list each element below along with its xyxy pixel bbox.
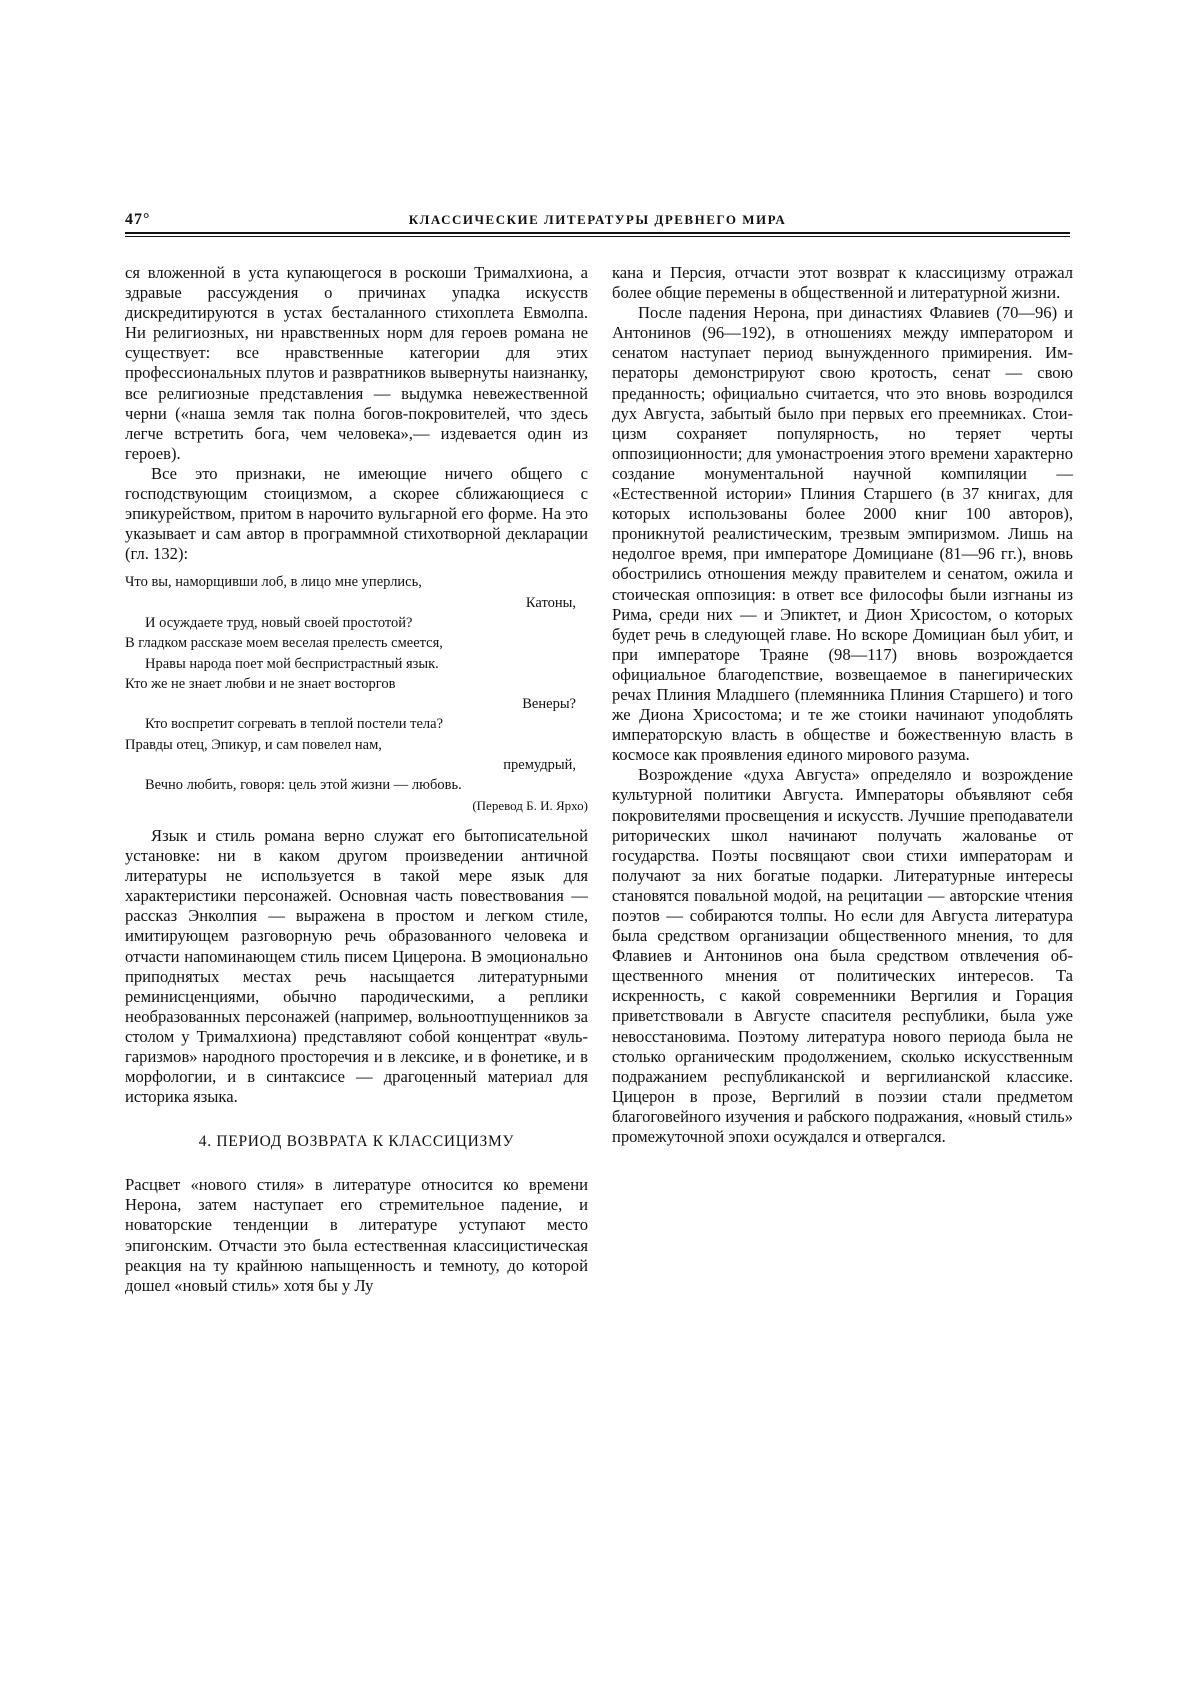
poem-line: Вечно любить, говоря: цель этой жизни — любовь.	[145, 777, 462, 794]
poem-line: Что вы, наморщивши лоб, в лицо мне уперлись,	[125, 574, 422, 591]
right-column	[612, 263, 1073, 1147]
page-number: 47°	[125, 211, 151, 228]
translation-credit: (Перевод Б. И. Ярхо)	[472, 797, 588, 813]
paragraph: ся вложенной в уста купающегося в роскоши Трималхиона, а здравые рассуждения о причинах упадка искусств дискредитируются в устах бесталанного стихоплета Евмолпа. Ни религиозных, ни нравственных норм для героев романа не существует: все нравственные категории для этих профессиональных плутов и развратников вывернуты наизнанку, все религиозные представления — выдумка невежественной черни («наша земля так полна богов-покровителей, что здесь легче встретить бога, чем человека»,— издевается один из героев).	[125, 263, 588, 463]
left-column	[125, 263, 588, 1296]
page-header	[125, 211, 1070, 233]
header-rule-thin	[125, 236, 1070, 237]
header-rule-thick	[125, 232, 1070, 234]
poem-line: И осуждаете труд, новый своей простотой?	[145, 615, 413, 631]
paragraph: Все это признаки, не имеющие ничего общего с господствующим стоицизмом, а скорее сближающиеся с эпикурейством, притом в нарочито вульгарной его форме. На это указывает и сам автор в программной стихотворной декларации (гл. 132):	[125, 463, 588, 564]
poem-line-continuation: Катоны,	[525, 594, 576, 611]
section-heading: 4. ПЕРИОД ВОЗВРАТА К КЛАССИЦИЗМУ	[198, 1133, 515, 1151]
paragraph: Возрождение «духа Августа» определяло и возрождение культурной политики Августа. Императоры объявляют себя покровителями просвещения и искусств. Лучшие преподаватели риторических школ начинают получать жалованье от государства. Поэты посвящают свои стихи императорам и получают за них богатые подарки. Литературные интересы становятся повальной модой, на рецитации — авторские чтения поэтов — собираются толпы. Но если для Августа литература была средством организации общественного мнения, то для Флавиев и Антонинов она была средством отвлечения общественного мнения от политических интересов. Та искренность, с какой современники Вергилия и Горация приветствовали в Августе спасителя республики, была уже невосстановима. Поэтому литература нового периода была не столько органическим продолжением, сколько искусственным подражанием республиканской и вергилианской классике. Цицерон в прозе, Вергилий в поэзии стали предметом благоговейного изучения и рабского подражания, «новый стиль» промежуточной эпохи осуждался и отвергался.	[612, 765, 1073, 1147]
paragraph: Язык и стиль романа верно служат его бытописательной установке: ни в каком другом произведении античной литературы не используется в такой мере язык для характеристики персонажей. Основная часть повествования — рассказ Энколпия — выражена в простом и легком стиле, имитирующем разговорную речь образованного человека и отчасти напоминающем стиль писем Цицерона. В эмоционально приподнятых местах речь насыщается литературными реминисценциями, обычно пародическими, а реплики необразованных персонажей (например, вольноотпущенников за столом у Трималхиона) представляют собой концентрат «вульгаризмов» народного просторечия и в лексике, и в фонетике, и в морфологии, и в синтаксисе — драгоценный материал для историка языка.	[125, 825, 588, 1107]
paragraph: кана и Персия, отчасти этот возврат к классицизму отражал более общие перемены в общественной и литературной жизни.	[612, 263, 1073, 303]
paragraph: После падения Нерона, при династиях Флавиев (70—96) и Антонинов (96—192), в отношениях между императором и сенатом наступает период вынужденного примирения. Императоры демонстрируют свою кротость, сенат — свою преданность; официально считается, что это вновь возродился дух Августа, забытый было при первых его преемниках. Стоицизм сохраняет популярность, но теряет черты оппозиционности; для умонастроения этого времени характерно создание монументальной научной компиляции — «Естественной истории» Плиния Старшего (в 37 книгах, для которых использованы более 2000 книг 100 авторов), проникнутой реалистическим, трезвым эмпиризмом. Лишь на недолгое время, при императоре Домициане (81—96 гг.), вновь обострились отношения между правителем и сенатом, ожила и стоическая оппозиция: в ответ все философы были изгнаны из Рима, среди них — и Эпиктет, и Дион Хрисостом, о которых будет речь в следующей главе. Но вскоре Домициан был убит, и при императоре Траяне (98—117) вновь возрождается официальное благодепствие, возвещаемое в панегирических речах Плиния Младшего (племянника Плиния Старшего) и того же Диона Хрисостома; и те же стоики начинают уподоблять императорскую власть в обществе и божественную власть в космосе как проявления единого мирового разума.	[612, 303, 1073, 765]
poem-line: Кто воспретит согревать в теплой постели тела?	[145, 716, 444, 733]
paragraph: Расцвет «нового стиля» в литературе относится ко времени Нерона, затем наступает его стремительное падение, и новаторские тенденции в литературе уступают место эпигонским. Отчасти это была естественная классицистическая реакция на ту крайнюю напыщенность и темноту, до которой дошел «новый стиль» хотя бы у Лу	[125, 1175, 588, 1295]
poem-line: Кто же не знает любви и не знает восторгов	[125, 675, 396, 692]
poem-line: В гладком рассказе моем веселая прелесть смеется,	[125, 635, 443, 652]
poem-line-continuation: Венеры?	[522, 696, 576, 713]
poem-quote	[125, 572, 588, 816]
poem-line-continuation: премудрый,	[503, 757, 576, 774]
poem-line: Правды отец, Эпикур, и сам повелел нам,	[125, 736, 382, 753]
poem-line: Нравы народа поет мой беспристрастный язык.	[145, 655, 439, 672]
running-title: КЛАССИЧЕСКИЕ ЛИТЕРАТУРЫ ДРЕВНЕГО МИРА	[408, 212, 787, 227]
